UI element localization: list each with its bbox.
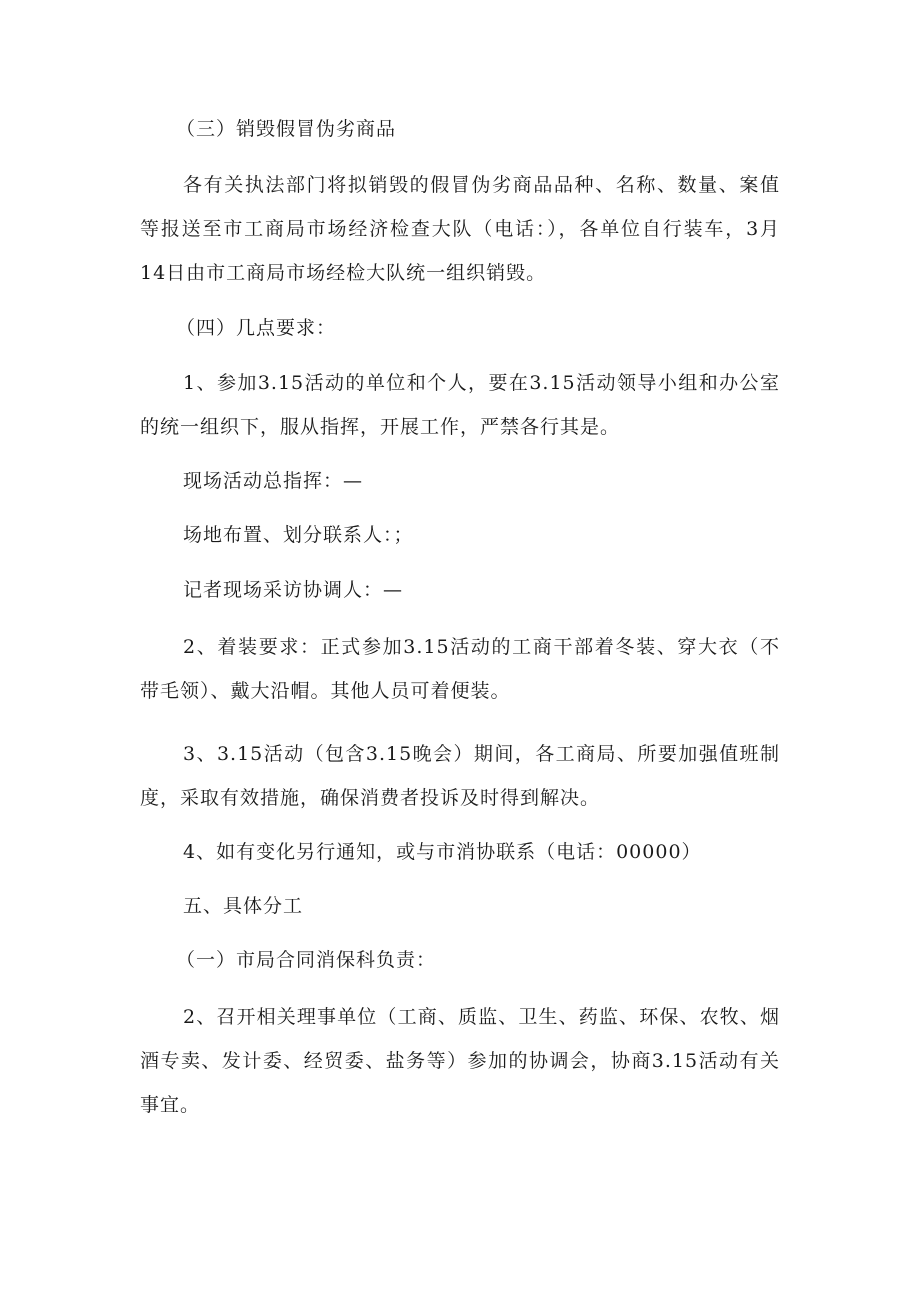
- paragraph-destroy-goods: 各有关执法部门将拟销毁的假冒伪劣商品品种、名称、数量、案值等报送至市工商局市场经济检查大队（电话：），各单位自行装车，3月14日由市工商局市场经检大队统一组织销毁。: [140, 174, 780, 284]
- press-coordinator-line: 记者现场采访协调人：—: [183, 579, 404, 601]
- venue-contact-line: 场地布置、划分联系人：；: [183, 524, 414, 546]
- paragraph-requirement-2: 2、着装要求：正式参加3.15活动的工商干部着冬装、穿大衣（不带毛领）、戴大沿帽。其他人员可着便装。: [140, 636, 780, 702]
- subsection-heading-1: （一）市局合同消保科负责：: [176, 949, 437, 971]
- section-heading-4: （四）几点要求：: [176, 317, 337, 339]
- commander-line: 现场活动总指挥：—: [183, 470, 364, 492]
- section-heading-5: 五、具体分工: [183, 895, 304, 917]
- paragraph-requirement-1: 1、参加3.15活动的单位和个人，要在3.15活动领导小组和办公室的统一组织下，服从指挥，开展工作，严禁各行其是。: [140, 372, 780, 438]
- section-heading-3: （三）销毁假冒伪劣商品: [176, 118, 397, 140]
- paragraph-requirement-4: 4、如有变化另行通知，或与市消协联系（电话：00000）: [183, 841, 702, 863]
- paragraph-task-2: 2、召开相关理事单位（工商、质监、卫生、药监、环保、农牧、烟酒专卖、发计委、经贸委、盐务等）参加的协调会，协商3.15活动有关事宜。: [140, 1006, 780, 1116]
- paragraph-requirement-3: 3、3.15活动（包含3.15晚会）期间，各工商局、所要加强值班制度，采取有效措施，确保消费者投诉及时得到解决。: [140, 743, 780, 809]
